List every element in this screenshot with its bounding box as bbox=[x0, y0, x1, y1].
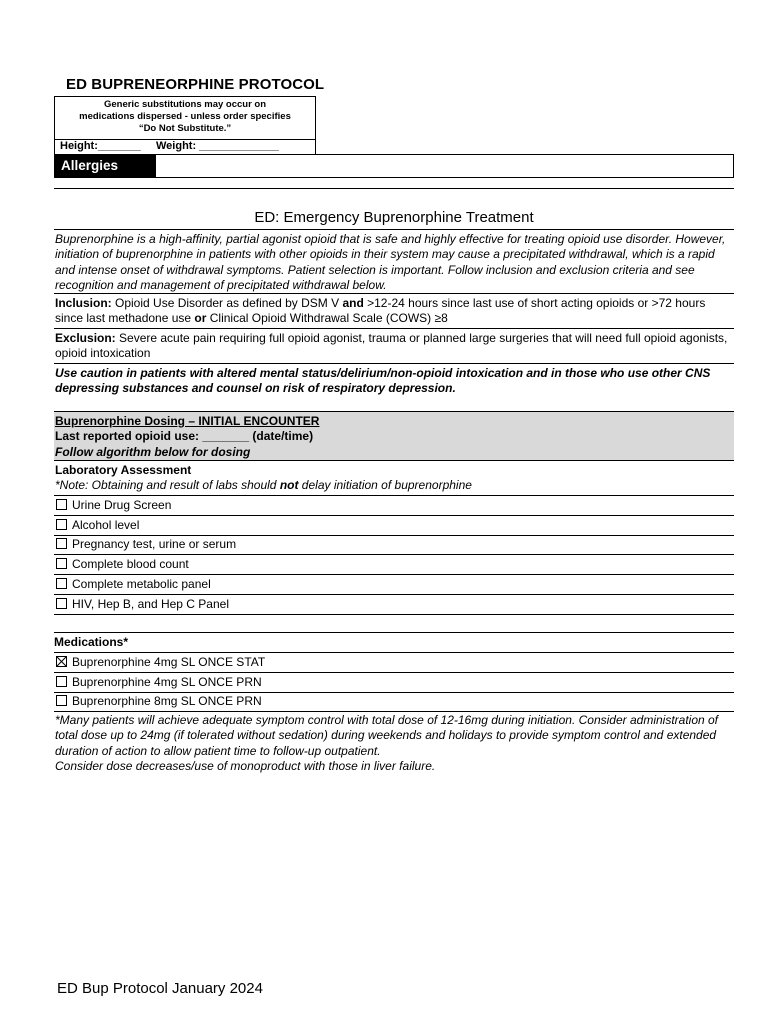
lab-order-item-label: Alcohol level bbox=[72, 517, 140, 532]
checkbox-icon[interactable] bbox=[56, 598, 67, 609]
intro-paragraph: Buprenorphine is a high-affinity, partial agonist opioid that is safe and highly effective for treating opioid use disorder. However, initiation of buprenorphine in patients with other opioids in their system may cause a precipitated withdrawal, which is a rapid and intense onset of withdrawal symptoms. Patient selection is important. Follow inclusion and exclusion criteria and see recognition and management of precipitated withdrawal below. bbox=[55, 232, 726, 292]
inclusion-criteria bbox=[55, 296, 730, 327]
divider bbox=[54, 188, 734, 189]
divider bbox=[54, 363, 734, 364]
lab-note-not: not bbox=[279, 478, 299, 493]
document-title: ED BUPRENEORPHINE PROTOCOL bbox=[66, 76, 325, 93]
inclusion-or: or bbox=[194, 311, 207, 326]
caution-note: Use caution in patients with altered mental status/delirium/non-opioid intoxication and in those who use other CNS depressing substances and counsel on risk of respiratory depression. bbox=[55, 366, 711, 396]
medication-note: *Many patients will achieve adequate symptom control with total dose of 12-16mg during initiation. Consider administration of total dose up to 24mg (if tolerated without sedation) during weekends and holidays to provide symptom control and extended duration of action to allow patient time to follow-up outpatient. bbox=[55, 713, 719, 758]
substitution-notice bbox=[54, 96, 316, 140]
checkbox-icon[interactable] bbox=[56, 519, 67, 530]
checkbox-icon[interactable] bbox=[56, 676, 67, 687]
substitution-line-3: “Do Not Substitute.” bbox=[138, 123, 232, 134]
lab-order-item-label: Complete blood count bbox=[72, 557, 189, 572]
divider bbox=[54, 411, 734, 412]
lab-order-item[interactable] bbox=[54, 535, 734, 554]
allergies-label: Allergies bbox=[54, 154, 156, 178]
medication-order-item-label: Buprenorphine 4mg SL ONCE STAT bbox=[72, 655, 266, 669]
divider bbox=[54, 328, 734, 329]
exclusion-label: Exclusion: bbox=[55, 331, 116, 345]
allergies-field[interactable] bbox=[54, 154, 734, 178]
document-footer: ED Bup Protocol January 2024 bbox=[57, 980, 263, 997]
lab-order-item-label: Complete metabolic panel bbox=[72, 576, 211, 591]
inclusion-text-a: Opioid Use Disorder as defined by DSM V bbox=[111, 296, 343, 310]
lab-assessment bbox=[55, 463, 730, 494]
exclusion-criteria bbox=[55, 331, 730, 362]
checkbox-icon[interactable] bbox=[56, 538, 67, 549]
medication-order-item[interactable] bbox=[54, 653, 734, 672]
divider bbox=[54, 229, 734, 230]
inclusion-text-c: Clinical Opioid Withdrawal Scale (COWS) ≥8 bbox=[206, 311, 448, 326]
lab-order-item[interactable] bbox=[54, 496, 734, 515]
dosing-heading: Buprenorphine Dosing – INITIAL ENCOUNTER bbox=[55, 414, 320, 428]
divider bbox=[54, 460, 734, 461]
checkbox-icon[interactable] bbox=[56, 695, 67, 706]
checkbox-icon[interactable] bbox=[56, 499, 67, 510]
lab-order-item-label: Urine Drug Screen bbox=[72, 498, 172, 512]
dosing-instruction: Follow algorithm below for dosing bbox=[55, 444, 251, 459]
lab-order-item-label: Pregnancy test, urine or serum bbox=[72, 537, 237, 552]
medications-heading: Medications* bbox=[54, 635, 129, 649]
inclusion-text-b: >12-24 hours since last use of short acting opioids or >72 hours since last methadone use bbox=[55, 296, 706, 326]
checkbox-icon[interactable] bbox=[56, 578, 67, 589]
lab-order-item[interactable] bbox=[54, 516, 734, 535]
last-opioid-use-field[interactable]: Last reported opioid use: _______ (date/time) bbox=[55, 429, 314, 444]
lab-heading: Laboratory Assessment bbox=[55, 463, 192, 477]
lab-note: *Note: Obtaining and result of labs should not delay initiation of buprenorphine bbox=[55, 478, 472, 493]
lab-order-item[interactable] bbox=[54, 555, 734, 574]
lab-order-item[interactable] bbox=[54, 595, 734, 614]
checked-checkbox-icon[interactable] bbox=[56, 656, 67, 667]
divider bbox=[54, 293, 734, 294]
height-weight-field[interactable]: Height:_______ Weight: _____________ bbox=[54, 139, 316, 154]
inclusion-and: and bbox=[342, 296, 364, 310]
section-title: ED: Emergency Buprenorphine Treatment bbox=[254, 209, 534, 226]
exclusion-text: Severe acute pain requiring full opioid agonist, trauma or planned large surgeries that will need full opioid agonists, opioid intoxication bbox=[55, 331, 728, 361]
inclusion-label: Inclusion: bbox=[55, 296, 112, 310]
substitution-line-1: Generic substitutions may occur on bbox=[103, 99, 267, 110]
checkbox-icon[interactable] bbox=[56, 558, 67, 569]
medication-order-item[interactable] bbox=[54, 692, 734, 711]
medication-order-item-label: Buprenorphine 8mg SL ONCE PRN bbox=[72, 694, 262, 709]
medication-order-item[interactable] bbox=[54, 673, 734, 692]
lab-order-item-label: HIV, Hep B, and Hep C Panel bbox=[72, 596, 229, 611]
divider bbox=[54, 614, 734, 615]
lab-order-item[interactable] bbox=[54, 575, 734, 594]
liver-failure-note: Consider dose decreases/use of monoproduct with those in liver failure. bbox=[55, 758, 436, 773]
medication-order-item-label: Buprenorphine 4mg SL ONCE PRN bbox=[72, 674, 262, 689]
substitution-line-2: medications dispersed - unless order specifies bbox=[79, 111, 291, 122]
medication-footnote bbox=[55, 713, 730, 774]
dosing-header bbox=[55, 414, 319, 460]
